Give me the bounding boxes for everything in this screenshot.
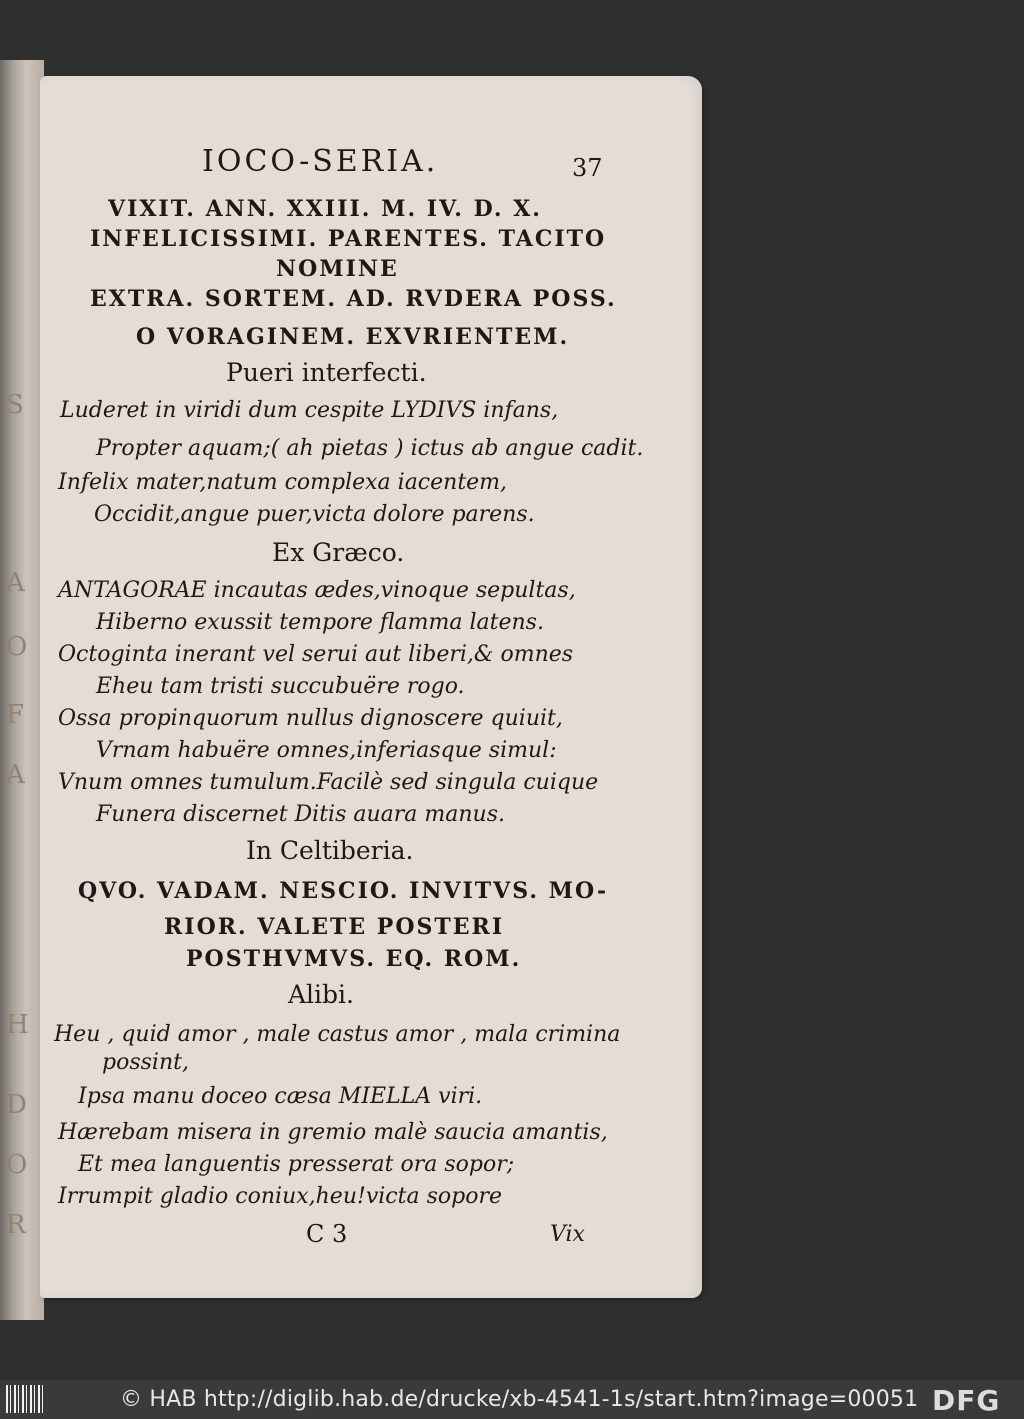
- left-fragment: O: [6, 1150, 28, 1180]
- verse-line: Octoginta inerant vel serui aut liberi,& omnes: [58, 642, 574, 667]
- verse-line: Et mea languentis presserat ora sopor;: [78, 1152, 515, 1177]
- left-fragment: A: [6, 568, 25, 598]
- left-fragment: O: [6, 632, 28, 662]
- verse-line: Hiberno exussit tempore flamma latens.: [96, 610, 544, 635]
- left-fragment: R: [6, 1210, 26, 1240]
- left-fragment: F: [6, 700, 25, 730]
- verse-line: Ipsa manu doceo cæsa MIELLA viri.: [78, 1084, 483, 1109]
- verse-line: possint,: [102, 1050, 189, 1075]
- verse-line: Occidit,angue puer,victa dolore parens.: [94, 502, 535, 527]
- section-heading: Alibi.: [288, 980, 354, 1009]
- verse-line: Heu , quid amor , male castus amor , mala crimina: [54, 1022, 621, 1047]
- left-page-edge: [0, 60, 44, 1320]
- section-heading: In Celtiberia.: [246, 836, 414, 865]
- signature-mark: C 3: [306, 1220, 348, 1248]
- verse-line: Eheu tam tristi succubuëre rogo.: [96, 674, 465, 699]
- verse-line: Luderet in viridi dum cespite LYDIVS infans,: [60, 398, 559, 423]
- left-fragment: S: [6, 390, 24, 420]
- section-heading: Ex Græco.: [272, 538, 405, 567]
- left-fragment: H: [6, 1010, 29, 1040]
- viewer-footer: [0, 1380, 1024, 1419]
- running-head: IOCO-SERIA.: [202, 144, 439, 179]
- inscription-line: QVO. VADAM. NESCIO. INVITVS. MO-: [78, 878, 609, 904]
- verse-line: Vnum omnes tumulum.Facilè sed singula cuique: [58, 770, 599, 795]
- verse-line: Infelix mater,natum complexa iacentem,: [58, 470, 508, 495]
- verse-line: Irrumpit gladio coniux,heu!victa sopore: [58, 1184, 502, 1209]
- inscription-line: POSTHVMVS. EQ. ROM.: [186, 946, 522, 972]
- page-text: [40, 76, 702, 1298]
- page-number: 37: [572, 154, 603, 182]
- inscription-line: O VORAGINEM. EXVRIENTEM.: [136, 324, 570, 350]
- book-page: [40, 76, 702, 1298]
- inscription-line: EXTRA. SORTEM. AD. RVDERA POSS.: [90, 286, 617, 312]
- dfg-logo: DFG: [932, 1384, 1001, 1417]
- verse-line: Ossa propinquorum nullus dignoscere quiuit,: [58, 706, 563, 731]
- verse-line: Vrnam habuëre omnes,inferiasque simul:: [96, 738, 557, 763]
- verse-line: Hærebam misera in gremio malè saucia amantis,: [58, 1120, 608, 1145]
- left-fragment: D: [6, 1090, 27, 1120]
- section-heading: Pueri interfecti.: [226, 358, 427, 387]
- verse-line: Propter aquam;( ah pietas ) ictus ab angue cadit.: [96, 436, 644, 461]
- inscription-line: NOMINE: [276, 256, 399, 282]
- verse-line: ANTAGORAE incautas ædes,vinoque sepultas,: [58, 578, 576, 603]
- verse-line: Funera discernet Ditis auara manus.: [96, 802, 505, 827]
- left-fragment: A: [6, 760, 25, 790]
- copyright-link[interactable]: © HAB http://diglib.hab.de/drucke/xb-4541-1s/start.htm?image=00051: [120, 1387, 919, 1412]
- inscription-line: RIOR. VALETE POSTERI: [164, 914, 505, 940]
- catchword: Vix: [550, 1222, 585, 1247]
- barcode-icon: [6, 1385, 46, 1413]
- inscription-line: INFELICISSIMI. PARENTES. TACITO: [90, 226, 607, 252]
- inscription-line: VIXIT. ANN. XXIII. M. IV. D. X.: [108, 196, 542, 222]
